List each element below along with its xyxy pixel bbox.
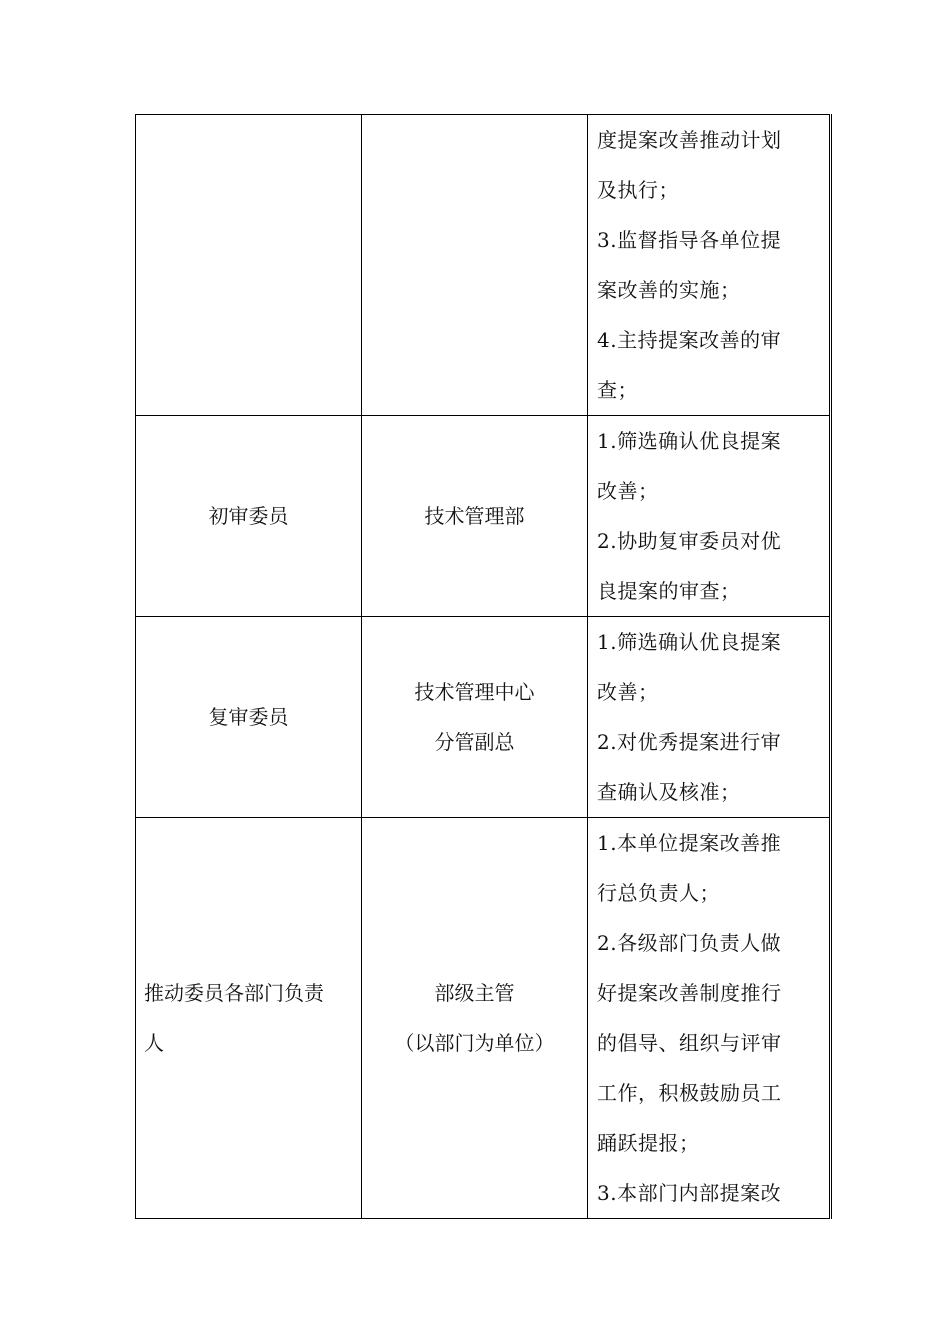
department-label: 技术管理中心 [414,680,535,704]
table-row [136,115,831,416]
duty-line: 1.筛选确认优良提案 [597,630,782,654]
department-cell [362,115,588,416]
duty-line: 1.本单位提案改善推 [597,831,782,855]
committee-duty-table [135,114,832,1219]
duty-line: 查确认及核准； [597,780,741,804]
role-cell [136,416,362,617]
duty-line: 3.监督指导各单位提 [597,228,782,252]
duty-line: 2.各级部门负责人做 [597,931,782,955]
role-cell [136,818,362,1219]
department-label: 技术管理部 [424,504,525,528]
department-label: 部级主管 [434,981,515,1005]
duty-line: 案改善的实施； [597,278,741,302]
department-label: （以部门为单位） [394,1031,555,1055]
duty-line: 查； [597,378,638,402]
role-label: 推动委员各部门负责 [144,981,324,1005]
duty-cell [588,416,831,617]
duty-line: 度提案改善推动计划 [597,128,782,152]
department-cell [362,617,588,818]
duty-line: 改善； [597,479,659,503]
duty-line: 踊跃提报； [597,1131,700,1155]
duty-line: 1.筛选确认优良提案 [597,429,782,453]
table-row [136,416,831,617]
role-cell [136,115,362,416]
duty-line: 2.对优秀提案进行审 [597,730,782,754]
role-label: 人 [144,1031,164,1055]
duty-line: 工作，积极鼓励员工 [597,1081,782,1105]
duty-line: 良提案的审查； [597,579,741,603]
duty-line: 3.本部门内部提案改 [597,1181,782,1205]
duty-line: 好提案改善制度推行 [597,981,782,1005]
department-cell [362,416,588,617]
role-cell [136,617,362,818]
role-label: 复审委员 [208,705,289,729]
department-label: 分管副总 [434,730,515,754]
duty-line: 改善； [597,680,659,704]
department-cell [362,818,588,1219]
table-row [136,617,831,818]
duty-line: 行总负责人； [597,881,720,905]
role-label: 初审委员 [208,504,289,528]
duty-cell [588,617,831,818]
table-row [136,818,831,1219]
duty-line: 的倡导、组织与评审 [597,1031,782,1055]
duty-line: 2.协助复审委员对优 [597,529,782,553]
duty-line: 4.主持提案改善的审 [597,328,782,352]
duty-line: 及执行； [597,178,679,202]
duty-cell [588,818,831,1219]
duty-cell [588,115,831,416]
